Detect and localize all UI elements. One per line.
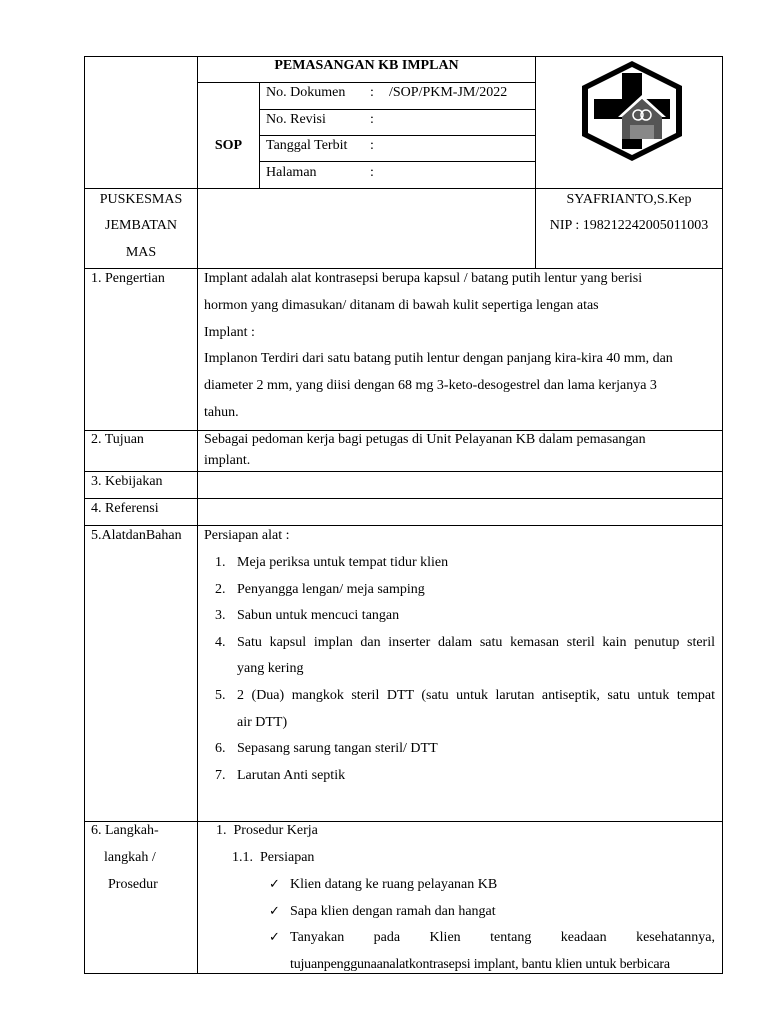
org-name-line-1: PUSKESMAS (99, 192, 183, 207)
section-label-pengertian: 1. Pengertian (91, 271, 165, 286)
signer-name: SYAFRIANTO,S.Kep (566, 192, 692, 207)
pengertian-line: Implanon Terdiri dari satu batang putih lentur dengan panjang kira-kira 40 mm, dan (204, 351, 673, 366)
field-value: /SOP/PKM-JM/2022 (389, 85, 508, 100)
section-label-langkah-2: langkah / (104, 850, 156, 865)
field-separator: : (370, 85, 374, 100)
sop-label: SOP (214, 138, 243, 153)
list-number: 7. (215, 768, 226, 783)
field-label: No. Revisi (266, 112, 326, 127)
field-separator: : (370, 112, 374, 127)
pengertian-line: Implant adalah alat kontrasepsi berupa kapsul / batang putih lentur yang berisi (204, 271, 643, 286)
row-line-tujuan (84, 471, 723, 472)
list-text: Klien datang ke ruang pelayanan KB (290, 877, 498, 892)
row-line-alat (84, 821, 723, 822)
list-text: yang kering (237, 661, 304, 676)
list-number: 1. (215, 555, 226, 570)
pengertian-line: Implant : (204, 325, 255, 340)
alat-intro: Persiapan alat : (204, 528, 290, 543)
field-separator: : (370, 138, 374, 153)
section-label-langkah-3: Prosedur (108, 877, 158, 892)
list-number: 2. (215, 582, 226, 597)
list-text: Sabun untuk mencuci tangan (237, 608, 400, 623)
list-text: 2 (Dua) mangkok steril DTT (satu untuk larutan antiseptik, satu untuk tempat (237, 688, 715, 703)
list-text: Meja periksa untuk tempat tidur klien (237, 555, 449, 570)
header-bottom-line (84, 188, 723, 189)
list-text: Penyangga lengan/ meja samping (237, 582, 425, 597)
section-label-kebijakan: 3. Kebijakan (91, 474, 163, 489)
pengertian-line: tahun. (204, 405, 239, 420)
list-text: tujuanpenggunaanalatkontrasepsi implant, bantu klien untuk berbicara (290, 957, 670, 972)
table-border-bottom (84, 973, 723, 974)
list-number: 3. (215, 608, 226, 623)
header-field-line-2 (259, 135, 536, 136)
list-number: 5. (215, 688, 226, 703)
procedure-subheading: 1.1. Persiapan (232, 850, 315, 865)
puskesmas-logo-icon (578, 59, 686, 163)
org-name-line-3: MAS (125, 245, 157, 260)
table-border-right (722, 56, 723, 974)
column-divider-logo (535, 56, 536, 269)
field-label: Halaman (266, 165, 317, 180)
org-name-line-2: JEMBATAN (105, 218, 177, 233)
list-number: 6. (215, 741, 226, 756)
section-label-tujuan: 2. Tujuan (91, 432, 144, 447)
checkmark-icon: ✓ (269, 877, 280, 892)
list-text: Satu kapsul implan dan inserter dalam satu kemasan steril kain penutup steril (237, 635, 715, 650)
document-title: PEMASANGAN KB IMPLAN (274, 58, 459, 73)
row-line-referensi (84, 525, 723, 526)
field-label: No. Dokumen (266, 85, 346, 100)
tujuan-line: Sebagai pedoman kerja bagi petugas di Unit Pelayanan KB dalam pemasangan (204, 432, 646, 447)
row-line-pengertian (84, 430, 723, 431)
checkmark-icon: ✓ (269, 904, 280, 919)
pengertian-line: diameter 2 mm, yang diisi dengan 68 mg 3-keto-desogestrel dan lama kerjanya 3 (204, 378, 657, 393)
list-text: Larutan Anti septik (237, 768, 346, 783)
header-field-line-3 (259, 161, 536, 162)
list-number: 4. (215, 635, 226, 650)
table-border-top (84, 56, 723, 57)
list-text: Tanyakan pada Klien tentang keadaan kesehatannya, (290, 930, 715, 945)
list-text: air DTT) (237, 715, 288, 730)
tujuan-line: implant. (204, 453, 251, 468)
header-field-line-1 (259, 109, 536, 110)
row-line-kebijakan (84, 498, 723, 499)
section-label-alat: 5.AlatdanBahan (91, 528, 182, 543)
signer-nip: NIP : 198212242005011003 (549, 218, 709, 233)
column-divider-label (197, 56, 198, 974)
row-line-org (84, 268, 723, 269)
procedure-heading: 1. Prosedur Kerja (216, 823, 318, 838)
list-text: Sepasang sarung tangan steril/ DTT (237, 741, 438, 756)
checkmark-icon: ✓ (269, 930, 280, 945)
list-text: Sapa klien dengan ramah dan hangat (290, 904, 496, 919)
section-label-referensi: 4. Referensi (91, 501, 159, 516)
pengertian-line: hormon yang dimasukan/ ditanam di bawah kulit sepertiga lengan atas (204, 298, 599, 313)
header-title-underline (197, 82, 536, 83)
section-label-langkah-1: 6. Langkah- (91, 823, 159, 838)
field-label: Tanggal Terbit (266, 138, 348, 153)
field-separator: : (370, 165, 374, 180)
